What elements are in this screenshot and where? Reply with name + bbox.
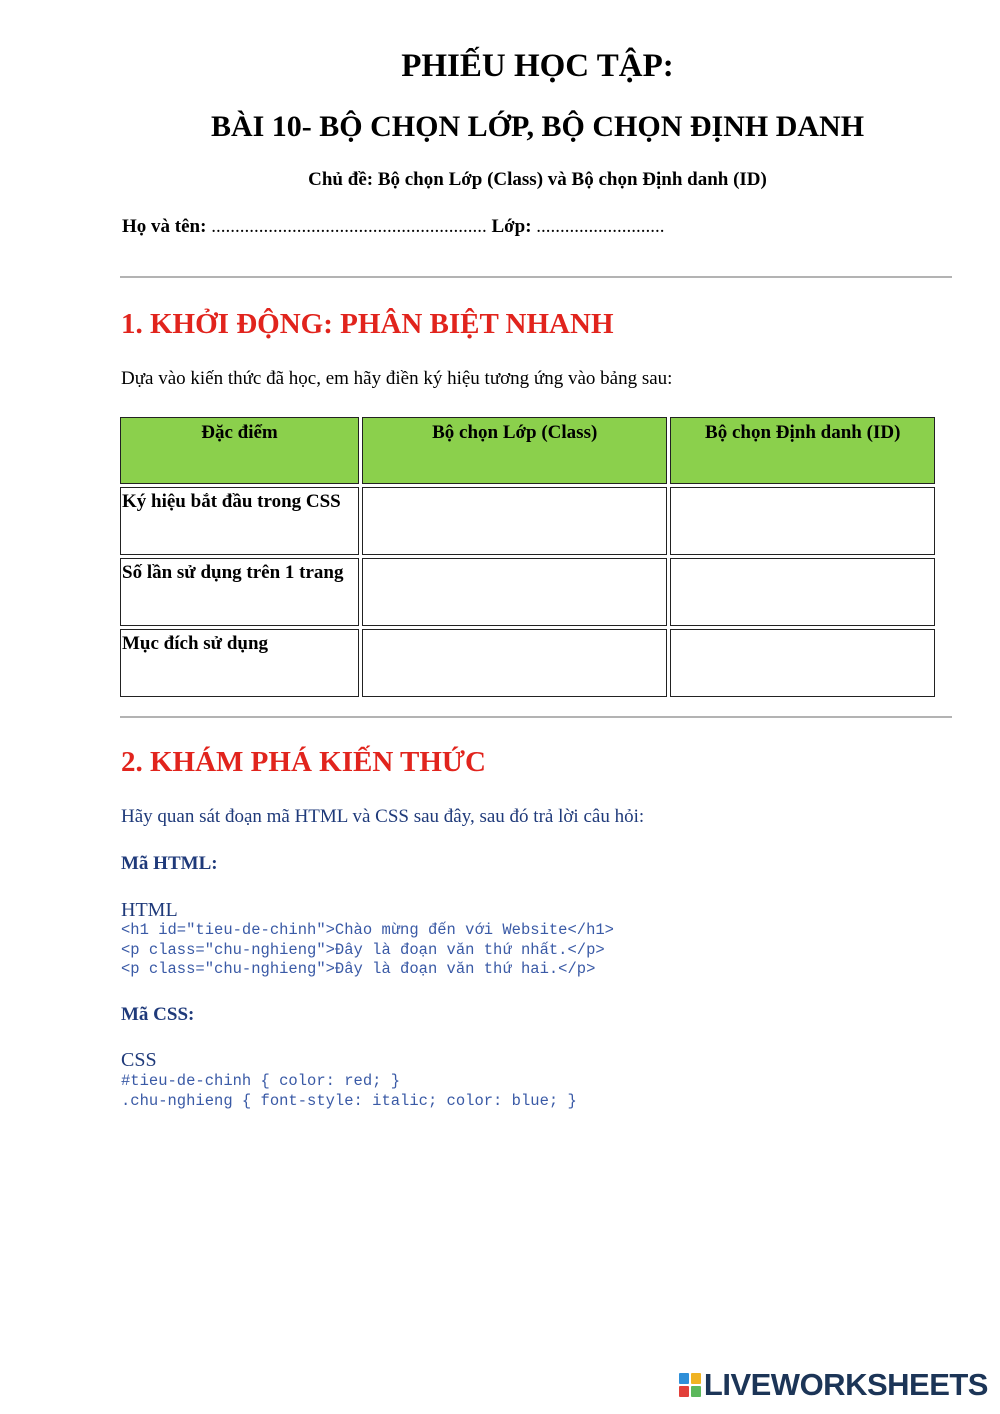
css-code-label: Mã CSS:: [121, 1004, 195, 1025]
divider: [120, 276, 952, 278]
answer-cell-class-purpose[interactable]: [362, 629, 667, 697]
topic-line: Chủ đề: Bộ chọn Lớp (Class) và Bộ chọn Định danh (ID): [308, 169, 767, 190]
class-blank[interactable]: ...........................: [531, 216, 665, 237]
header-id-selector: Bộ chọn Định danh (ID): [670, 417, 935, 484]
row-label-symbol: Ký hiệu bắt đầu trong CSS: [120, 487, 359, 555]
section2-heading: 2. KHÁM PHÁ KIẾN THỨC: [121, 746, 486, 778]
table-row: [120, 487, 935, 555]
name-blank[interactable]: ..........................................................: [206, 216, 492, 237]
divider: [120, 716, 952, 718]
worksheet-title: PHIẾU HỌC TẬP:: [401, 48, 674, 84]
answer-cell-class-usage[interactable]: [362, 558, 667, 626]
class-label: Lớp:: [491, 216, 532, 237]
table-row: [120, 558, 935, 626]
liveworksheets-logo: [679, 1367, 988, 1402]
css-code-block: #tieu-de-chinh { color: red; } .chu-nghieng { font-style: italic; color: blue; }: [121, 1072, 577, 1110]
answer-cell-id-usage[interactable]: [670, 558, 935, 626]
name-label: Họ và tên:: [122, 216, 207, 237]
table-header-row: [120, 417, 935, 484]
section1-instruction: Dựa vào kiến thức đã học, em hãy điền ký hiệu tương ứng vào bảng sau:: [121, 368, 673, 389]
logo-text: LIVEWORKSHEETS: [703, 1367, 988, 1402]
header-feature: Đặc điểm: [120, 417, 359, 484]
section2-instruction: Hãy quan sát đoạn mã HTML và CSS sau đây, sau đó trả lời câu hỏi:: [121, 806, 645, 827]
html-code-label: Mã HTML:: [121, 853, 218, 874]
lesson-title: BÀI 10- BỘ CHỌN LỚP, BỘ CHỌN ĐỊNH DANH: [210, 110, 865, 143]
answer-cell-id-purpose[interactable]: [670, 629, 935, 697]
answer-cell-id-symbol[interactable]: [670, 487, 935, 555]
table-row: [120, 629, 935, 697]
header-class-selector: Bộ chọn Lớp (Class): [362, 417, 667, 484]
answer-cell-class-symbol[interactable]: [362, 487, 667, 555]
html-language-tag: HTML: [121, 899, 178, 921]
student-info-line: [122, 216, 665, 238]
comparison-table: [117, 414, 938, 700]
row-label-purpose: Mục đích sử dụng: [120, 629, 359, 697]
section1-heading: 1. KHỞI ĐỘNG: PHÂN BIỆT NHANH: [121, 308, 614, 340]
html-code-block: <h1 id="tieu-de-chinh">Chào mừng đến với Website</h1> <p class="chu-nghieng">Đây là đoạn văn thứ nhất.</p> <p class="chu-nghieng">Đây là đoạn văn thứ hai.</p>: [121, 921, 614, 978]
liveworksheets-logo-icon: [679, 1373, 701, 1397]
css-language-tag: CSS: [121, 1049, 157, 1071]
row-label-usage-count: Số lần sử dụng trên 1 trang: [120, 558, 359, 626]
